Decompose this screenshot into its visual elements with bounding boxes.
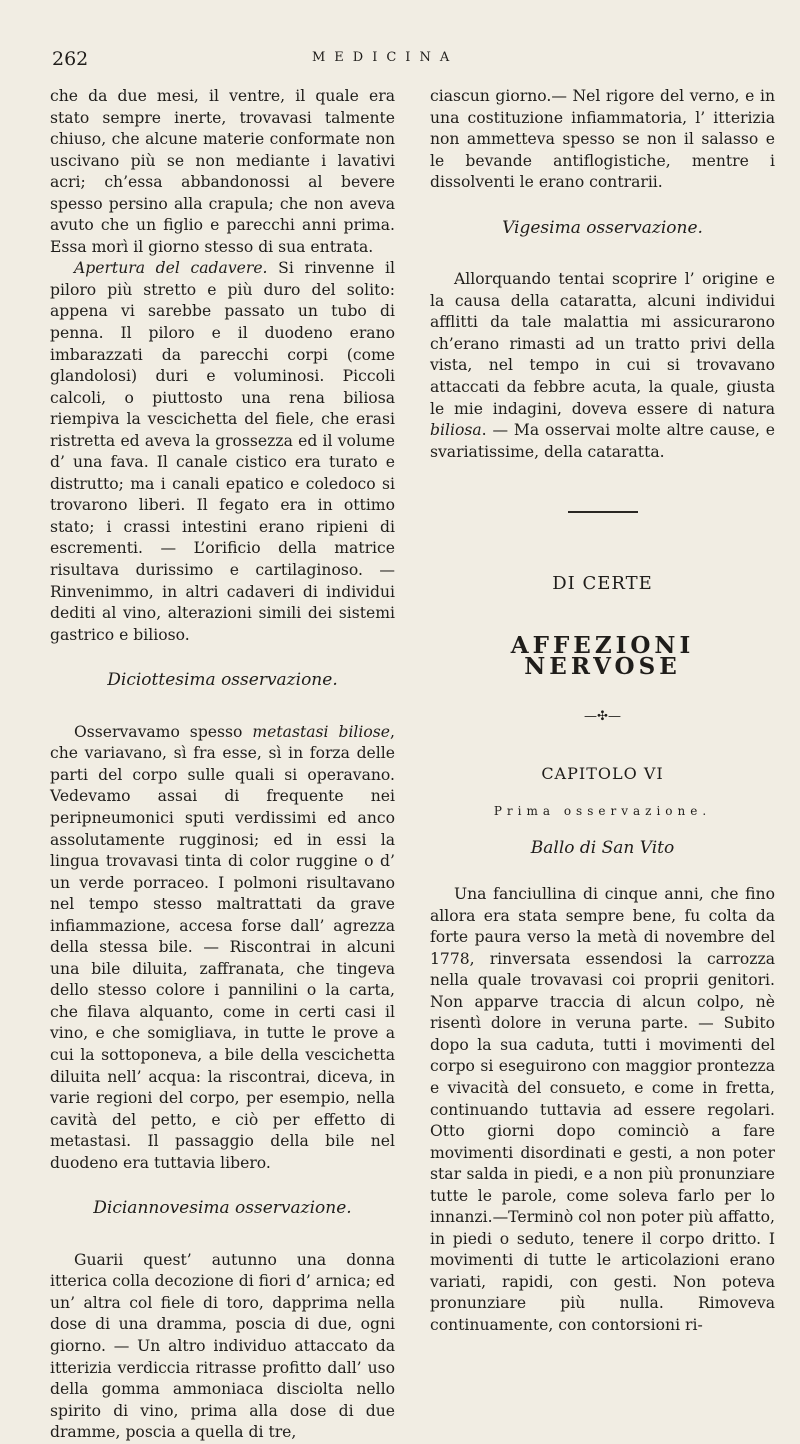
- running-head: [52, 48, 762, 72]
- paragraph: Una fanciullina di cinque anni, che fino allora era stata sempre bene, fu colta da forte paura verso la metà di novembre del 1778, rinversata essendosi la carrozza nella quale trovavasi coi proprii genitori. Non apparve traccia di alcun colpo, nè risentì dolore in veruna parte. — Subito dopo la sua caduta, tutti i movimenti del corpo si eseguirono con maggior prontezza e vivacità del consueto, e come in fretta, continuando tuttavia ad essere regolari. Otto giorni dopo cominciò a fare movimenti disordinati e gesti, a non poter star salda in piedi, e a non più pronunziare tutte le parole, come soleva farlo per lo innanzi.—Terminò col non poter più affatto, in piedi o seduto, tenere il corpo dritto. I movimenti di tutte le articolazioni erano variati, rapidi, con gesti. Non poteva pronunziare più nulla. Rimoveva continuamente, con contorsioni ri-: [430, 885, 775, 1334]
- left-column: [50, 86, 395, 1444]
- emphasis-text: metastasi biliose: [252, 722, 391, 741]
- part-title-line1: DI CERTE: [552, 573, 653, 595]
- paragraph-text: Osservavamo spesso: [74, 722, 253, 741]
- paragraph: ciascun giorno.— Nel rigore del verno, e in una costituzione infiammatoria, l’ itterizia non ammetteva spesso se non il salasso e le bevande antiflogistiche, mentre i dissolventi le erano contrarii.: [430, 87, 775, 192]
- paragraph: [430, 269, 775, 463]
- right-column: [430, 86, 775, 1337]
- section-heading: Diciottesima osservazione.: [107, 670, 338, 691]
- section-heading: Vigesima osservazione.: [502, 217, 703, 238]
- observation-heading: Prima osservazione.: [493, 803, 712, 818]
- paragraph: che da due mesi, il ventre, il quale era stato sempre inerte, trovavasi talmente chiuso, che alcune materie conformate non uscivano più se non mediante i lavativi acri; ch’essa abbandonossi al bevere spesso persino alla crapula; che non aveva avuto che un figlio e parecchi anni prima. Essa morì il giorno stesso di sua entrata.: [50, 87, 395, 256]
- emphasis-text: biliosa: [430, 421, 482, 440]
- paragraph-text: , che variavano, sì fra esse, sì in forza delle parti del corpo sulle quali si operavano. Vedevamo assai di frequente nei peripneumonici sputi verdissimi ed anco assolutamente rugginosi; ed in essi la lingua trovavasi tinta di color ruggine o d’ un verde porraceo. I polmoni risultavano nel tempo stesso maltrattati da grave infiammazione, accesa forse dall’ agrezza della stessa bile. — Riscontrai in alcuni una bile diluita, zaffranata, che tingeva dello stesso colore i pannilini o la carta, che filava alquanto, come in certi casi il vino, e che somigliava, in tutte le prove a cui la sottoponeva, a bile della vescichetta diluita nell’ acqua: la riscontrai, diceva, in varie regioni del corpo, per esempio, nella cavità del petto, e ciò per effetto di metastasi. Il passaggio della bile nel duodeno era tuttavia libero.: [50, 722, 395, 1172]
- paragraph: [50, 722, 395, 1174]
- paragraph: [50, 258, 395, 646]
- running-title: MEDICINA: [312, 50, 459, 65]
- autopsy-heading: Apertura del cadavere.: [74, 259, 268, 278]
- chapter-title: CAPITOLO VI: [541, 764, 664, 784]
- paragraph-text: Allorquando tentai scoprire l’ origine e la causa della cataratta, alcuni individui afflitti da tale malattia mi assicurarono ch’erano rimasti ad un tratto privi della vista, nel tempo in cui si trovavano attaccati da febbre acuta, la quale, giusta le mie indagini, doveva essere di natura: [430, 270, 775, 418]
- section-heading: Diciannovesima osservazione.: [93, 1198, 352, 1219]
- part-title-line2: AFFEZIONI NERVOSE: [510, 631, 695, 681]
- paragraph-text: Si rinvenne il piloro più stretto e più duro del solito: appena vi sarebbe passato un tubo di penna. Il piloro e il duodeno erano imbarazzati da parecchi corpi (come glandolosi) duri e voluminosi. Piccoli calcoli, o piuttosto una rena biliosa riempiva la vescichetta del fiele, che erasi ristretta ed aveva la grossezza ed il volume d’ una fava. Il canale cistico era turato e distrutto; ma i canali epatico e coledoco si trovarono liberi. Il fegato era in ottimo stato; i crassi intestini erano ripieni di escrementi. — L’orificio della matrice risultava durissimo e cartilaginoso. — Rinvenimmo, in altri cadaveri di individui dediti al vino, alterazioni simili dei sistemi gastrico e bilioso.: [50, 259, 395, 644]
- ornament-icon: —✣—: [584, 708, 621, 724]
- page-number: 262: [52, 48, 89, 70]
- disease-title: Ballo di San Vito: [530, 838, 675, 859]
- paragraph-text: . — Ma osservai molte altre cause, e svariatissime, della cataratta.: [430, 421, 775, 461]
- paragraph: Guarii quest’ autunno una donna itterica colla decozione di fiori d’ arnica; ed un’ altra col fiele di toro, dapprima nella dose di una dramma, poscia di due, ogni giorno. — Un altro individuo attaccato da itterizia verdiccia ritrasse profitto dall’ uso della gomma ammoniaca disciolta nello spirito di vino, prima alla dose di due dramme, poscia a quella di tre,: [50, 1250, 395, 1442]
- section-divider: [568, 511, 638, 513]
